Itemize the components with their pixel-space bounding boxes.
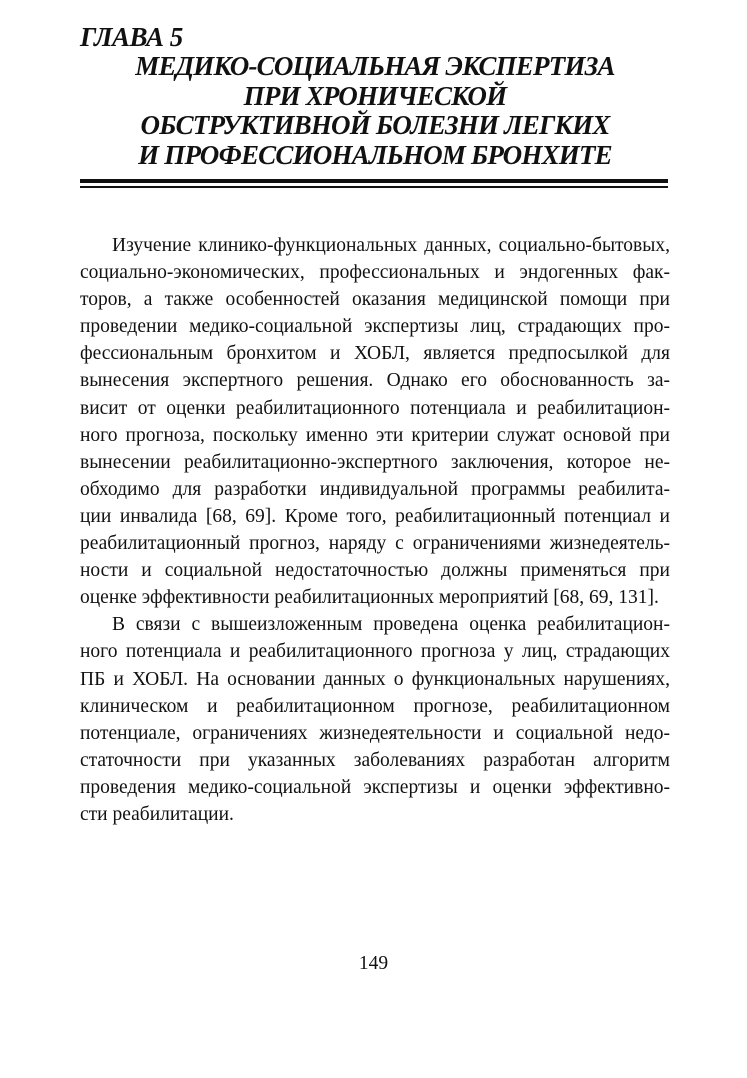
text-line: оценке эффективности реабилитационных мероприятий [68, 69, 131]. bbox=[80, 587, 659, 609]
text-line: В связи с вышеизложенным проведена оценка реабилитацион- bbox=[112, 614, 670, 636]
text-line: ности и социальной недостаточностью должны применяться при bbox=[80, 560, 670, 582]
text-line: вынесении реабилитационно-экспертного заключения, которое не- bbox=[80, 451, 670, 473]
text-line: ного потенциала и реабилитационного прогноза у лиц, страдающих bbox=[80, 641, 670, 663]
text-line: фессиональным бронхитом и ХОБЛ, является предпосылкой для bbox=[80, 343, 670, 365]
text-line: висит от оценки реабилитационного потенциала и реабилитацион- bbox=[80, 397, 670, 419]
chapter-title-line: ПРИ ХРОНИЧЕСКОЙ bbox=[243, 80, 507, 111]
text-line: реабилитационный прогноз, наряду с ограничениями жизнедеятель- bbox=[80, 533, 670, 555]
header-rule-thick bbox=[80, 179, 668, 183]
text-line: проведения медико-социальной экспертизы и оценки эффективно- bbox=[80, 776, 670, 798]
chapter-label: ГЛАВА 5 bbox=[80, 22, 183, 52]
text-line: потенциале, ограничениях жизнедеятельности и социальной недо- bbox=[80, 722, 670, 744]
paragraph-1 bbox=[80, 232, 670, 611]
text-line: ПБ и ХОБЛ. На основании данных о функциональных нарушениях, bbox=[80, 668, 670, 690]
paragraph-2 bbox=[80, 611, 670, 828]
chapter-title bbox=[120, 52, 630, 170]
text-line: ного прогноза, поскольку именно эти критерии служат основой при bbox=[80, 424, 670, 446]
text-line: клиническом и реабилитационном прогнозе, реабилитационном bbox=[80, 695, 670, 717]
text-line: ции инвалида [68, 69]. Кроме того, реабилитационный потенциал и bbox=[80, 505, 670, 527]
text-line: сти реабилитации. bbox=[80, 803, 234, 825]
text-line: обходимо для разработки индивидуальной программы реабилита- bbox=[80, 478, 670, 500]
text-line: проведении медико-социальной экспертизы лиц, страдающих про- bbox=[80, 316, 670, 338]
chapter-title-line: И ПРОФЕССИОНАЛЬНОМ БРОНХИТЕ bbox=[138, 139, 612, 170]
text-line: социально-экономических, профессиональных и эндогенных фак- bbox=[80, 262, 670, 284]
chapter-title-line: ОБСТРУКТИВНОЙ БОЛЕЗНИ ЛЕГКИХ bbox=[140, 110, 610, 140]
text-line: статочности при указанных заболеваниях разработан алгоритм bbox=[80, 749, 670, 771]
text-line: вынесения экспертного решения. Однако его обоснованность за- bbox=[80, 370, 670, 392]
page-number: 149 bbox=[358, 953, 389, 974]
header-rule-thin bbox=[80, 186, 668, 188]
body-text bbox=[80, 232, 670, 828]
text-line: Изучение клинико-функциональных данных, социально-бытовых, bbox=[112, 235, 670, 256]
chapter-title-line: МЕДИКО-СОЦИАЛЬНАЯ ЭКСПЕРТИЗА bbox=[135, 51, 615, 81]
text-line: торов, а также особенностей оказания медицинской помощи при bbox=[80, 289, 670, 311]
